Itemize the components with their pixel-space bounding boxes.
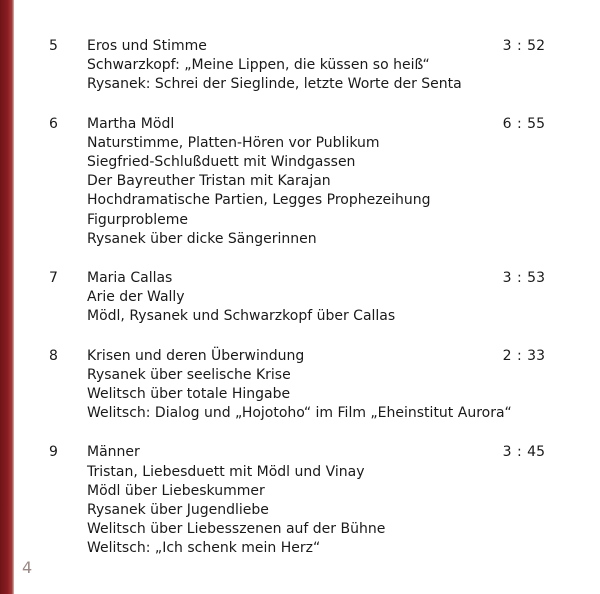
track-line: Siegfried-Schlußduett mit Windgassen [87,154,356,171]
track-line: Rysanek über Jugendliebe [87,502,269,519]
track-line: Welitsch: „Ich schenk mein Herz“ [87,540,321,557]
track-number: 6 [49,115,58,132]
track-title: Martha Mödl [87,115,175,132]
track-entry [49,115,549,249]
track-line: Rysanek über seelische Krise [87,366,291,383]
track-line: Welitsch: Dialog und „Hojotoho“ im Film „Eheinstitut Aurora“ [87,405,512,422]
track-line: Arie der Wally [87,289,185,306]
track-number: 5 [49,38,58,54]
track-title: Männer [87,444,140,461]
track-duration: 3 : 45 [502,444,545,461]
track-title: Maria Callas [87,270,173,287]
track-line: Figurprobleme [87,211,188,228]
track-number: 8 [49,347,58,364]
track-line: Rysanek: Schrei der Sieglinde, letzte Worte der Senta [87,76,462,93]
track-line: Tristan, Liebesduett mit Mödl und Vinay [87,463,365,480]
track-title: Eros und Stimme [87,38,207,54]
track-line: Schwarzkopf: „Meine Lippen, die küssen so heiß“ [87,57,430,74]
track-lines [87,443,489,558]
track-duration: 6 : 55 [502,115,545,132]
track-entry [49,347,549,424]
track-line: Naturstimme, Platten-Hören vor Publikum [87,134,380,151]
track-title: Krisen und deren Überwindung [87,347,305,364]
track-line: Welitsch über totale Hingabe [87,386,291,403]
track-number: 9 [49,444,58,461]
track-line: Welitsch über Liebesszenen auf der Bühne [87,521,386,538]
track-entry [49,269,549,327]
track-number: 7 [49,270,58,287]
track-duration: 3 : 52 [502,38,545,54]
track-lines [87,269,489,327]
track-entry [49,37,549,95]
track-entry [49,443,549,558]
page-number: 4 [22,558,33,577]
track-lines [87,37,489,95]
track-duration: 2 : 33 [502,347,545,364]
track-lines [87,115,489,249]
track-lines [87,347,512,424]
track-line: Hochdramatische Partien, Legges Prophezeihung [87,192,431,209]
booklet-spine [0,0,14,594]
track-line: Mödl, Rysanek und Schwarzkopf über Callas [87,308,396,325]
track-line: Der Bayreuther Tristan mit Karajan [87,173,331,190]
track-line: Rysanek über dicke Sängerinnen [87,230,317,247]
track-list [49,37,549,579]
track-duration: 3 : 53 [502,270,545,287]
track-line: Mödl über Liebeskummer [87,482,265,499]
